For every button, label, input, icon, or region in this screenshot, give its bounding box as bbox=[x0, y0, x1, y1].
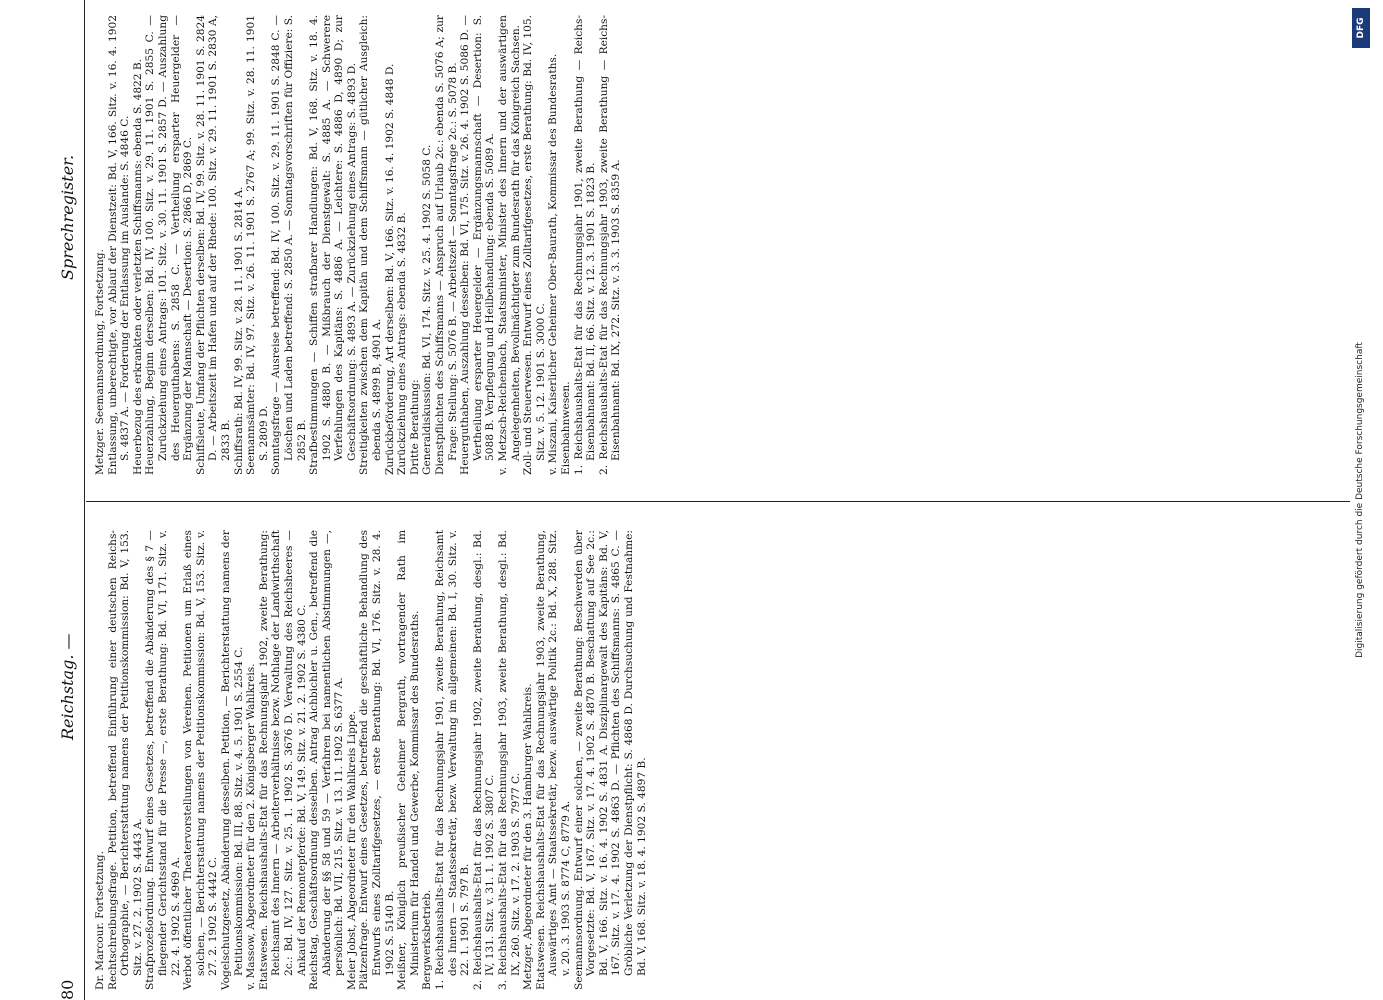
register-entry: v. Miszani, Kaiserlicher Geheimer Ober-Baurath, Kommissar des Bundesraths. bbox=[547, 53, 560, 475]
register-entry: Entlassung, unberechtigte, vor Ablauf der Dienstzeit: Bd. V, 166. Sitz. v. 16. 4. 1902 S. 4837 A. — Forderung der Entlassung im Auslande: S. 4846 C. bbox=[106, 15, 132, 475]
register-entry: Dr. Marcour. Fortsetzung. bbox=[94, 851, 106, 990]
register-entry: Heuerbezug des erkrankten oder verletzten Schiffsmanns: ebenda S. 4822 B. bbox=[131, 58, 144, 475]
register-entry: Generaldiskussion: Bd. VI, 174. Sitz. v. 25. 4. 1902 S. 5058 C. bbox=[421, 144, 434, 475]
register-entry: Schiffsleute, Umfang der Pflichten derselben: Bd. IV, 99. Sitz. v. 28. 11. 1901 S. 2824 D. — Arbeitszeit im Hafen und auf der Rhede: 100. Sitz. v. 29. 11. 1901 S. 2830 A, 2833 B. bbox=[194, 15, 232, 475]
register-entry: Reichstag, Geschäftsordnung desselben. Antrag Aichbichler u. Gen., betreffend die Abänderung der §§ 58 und 59 — Verfahren bei namentlichen Abstimmungen —, persönlich: Bd. VII, 215. Sitz. v. 13. 11. 1902 S. 6377 A. bbox=[308, 530, 346, 990]
register-entry: Strafprozeßordnung. Entwurf eines Gesetzes, betreffend die Abänderung des § 7 — fliegender Gerichtsstand für die Presse —, erste Berathung: Bd. VI, 171. Sitz. v. 22. 4. 1902 S. 4969 A. bbox=[144, 530, 182, 990]
register-entry: v. Metzsch-Reichenbach, Staatsminister, Minister des Innern und der auswärtigen Angelegenheiten, Bevollmächtigter zum Bundesrath für das Königreich Sachsen. bbox=[497, 15, 522, 475]
register-entry: Zurückziehung eines Antrags: ebenda S. 4832 B. bbox=[396, 212, 409, 475]
register-entry: Rechtschreibungsfrage. Petition, betreffend Einführung einer deutschen Reichs-Orthographie, — Berichterstattung namens der Petitionskommission: Bd. V, 153. Sitz. v. 27. 2. 1902 S. 4443 A. bbox=[106, 530, 144, 990]
register-entry: Meißner, Königlich preußischer Geheimer Bergrath, vortragender Rath im Ministerium für Handel und Gewerbe, Kommissar des Bundesraths. bbox=[396, 530, 421, 990]
register-entry: Verbot öffentlicher Theatervorstellungen von Vereinen. Petitionen um Erlaß eines solchen, — Berichterstattung namens der Petitionskommission: Bd. V, 153. Sitz. v. 27. 2. 1902 S. 4442 C. bbox=[182, 530, 220, 990]
register-entry: Heuerguthaben, Auszahlung desselben: Bd. VI, 175. Sitz. v. 26. 4. 1902 S. 5086 D. — Vertheilung ersparter Heuergelder — Ergänzungsmannschaft — Desertion: S. 5088 B. Verpflegung und Heilbehandlung: ebenda S. 5089 A. bbox=[459, 15, 497, 475]
register-entry: v. Massow, Abgeordneter für den 2. Königsberger Wahlkreis. bbox=[245, 663, 258, 990]
register-entry: Dritte Berathung: bbox=[408, 379, 421, 475]
page-number: 80 bbox=[58, 979, 77, 1000]
register-entry: Strafbestimmungen — Schiffen strafbarer Handlungen: Bd. V, 168. Sitz. v. 18. 4. 1902 S. 4880 B. — Mißbrauch der Dienstgewalt: S. 4885 A. — Schwerere Verfehlungen des Kapitäns: S. 4886 A. — Leichtere: S. 4886 D, 4890 D; zur Geschäftsordnung: S. 4893 A. — Zurückziehung eines Antrags: S. 4893 D. bbox=[308, 15, 358, 475]
register-entry: 1. Reichshaushalts-Etat für das Rechnungsjahr 1901, zweite Berathung, Reichsamt des Innern — Staatssekretär, bezw. Verwaltung im allgemeinen: Bd. I, 30. Sitz. v. 22. 1. 1901 S. 797 B. bbox=[434, 530, 472, 990]
register-entry: Dienstpflichten des Schiffsmanns — Anspruch auf Urlaub 2c.: ebenda S. 5076 A; zur Frage: Stellung: S. 5076 B. — Arbeitszeit — Sonntagsfrage 2c.: S. 5078 B. bbox=[434, 15, 459, 475]
register-entry: Metzger. Seemannsordnung, Fortsetzung. bbox=[94, 249, 106, 475]
register-entry: Etatswesen. Reichshaushalts-Etat für das Rechnungsjahr 1902, zweite Berathung: Reichsamt des Innern — Arbeiterverhältnisse bezw. Nothlage der Landwirthschaft 2c.: Bd. IV, 127. Sitz. v. 25. 1. 1902 S. 3676 D. Verwaltung des Reichsheeres — Ankauf der Remontepferde: Bd. V, 149. Sitz. v. 21. 2. 1902 S. 4380 C. bbox=[257, 530, 308, 990]
running-head-right: Sprechregister. bbox=[58, 154, 77, 280]
register-entry: 1. Reichshaushalts-Etat für das Rechnungsjahr 1901, zweite Berathung — Reichs-Eisenbahnamt: Bd. II, 66. Sitz. v. 12. 3. 1901 S. 1823 B. bbox=[572, 15, 598, 475]
dfg-badge-text: DFG bbox=[1356, 17, 1366, 39]
dfg-badge bbox=[1352, 8, 1370, 48]
register-entry: 3. Reichshaushalts-Etat für das Rechnungsjahr 1903, zweite Berathung, desgl.: Bd. IX, 260. Sitz. v. 17. 2. 1903 S. 7977 C. bbox=[497, 530, 522, 990]
left-column bbox=[94, 530, 648, 1000]
register-entry: Sonntagsfrage — Ausreise betreffend: Bd. IV, 100. Sitz. v. 29. 11. 1901 S. 2848 C. — Löschen und Laden betreffend: S. 2850 A. — Sonntagsvorschriften für Offiziere: S. 2852 B. bbox=[270, 15, 308, 475]
register-entry: Bergwerksbetrieb. bbox=[421, 889, 434, 990]
register-entry: Eisenbahnwesen. bbox=[559, 381, 572, 475]
running-head-left-text: Reichstag. bbox=[58, 654, 77, 740]
header-rule bbox=[84, 0, 85, 1000]
register-entry: Etatswesen. Reichshaushalts-Etat für das Rechnungsjahr 1903, zweite Berathung, Auswärtiges Amt — Staatssekretär, bezw. auswärtige Politik 2c.: Bd. X, 288. Sitz. v. 20. 3. 1903 S. 8774 C, 8779 A. bbox=[534, 530, 572, 990]
digitization-note-text: Digitalisierung gefördert durch die Deutsche Forschungsgemeinschaft bbox=[1355, 342, 1365, 658]
rotated-register-page bbox=[50, 0, 1350, 1000]
register-entry: Seemannsämter: Bd. IV, 97. Sitz. v. 26. 11. 1901 S. 2767 A; 99. Sitz. v. 28. 11. 1901 S. 2809 D. bbox=[245, 15, 270, 475]
running-head-separator: — bbox=[58, 633, 77, 650]
register-entry: Meier Jobst, Abgeordneter für den Wahlkreis Lippe. bbox=[345, 710, 358, 990]
register-entry: Vogelschutzgesetz, Abänderung desselben. Petition, — Berichterstattung namens der Petitionskommission: Bd. III, 88. Sitz. v. 4. 5. 1901 S. 2554 C. bbox=[219, 530, 245, 990]
register-entry: Seemannsordnung. Entwurf einer solchen, — zweite Berathung: Beschwerden über Vorgesetzte: Bd. V, 167. Sitz. v. 17. 4. 1902 S. 4870 B. Beschattung auf See 2c.: Bd. V, 166. Sitz. v. 16. 4. 1902 S. 4831 A. Disziplinargewalt des Kapitäns: Bd. V, 167. Sitz. v. 17. 4. 1902 S. 4863 D. — Pflichten des Schiffsmanns: S. 4865 C. — Gröbliche Verletzung der Dienstpflicht: S. 4868 D. Durchsuchung und Festnahme: Bd. V, 168. Sitz. v. 18. 4. 1902 S. 4897 B. bbox=[572, 530, 648, 990]
register-entry: Metzger, Abgeordneter für den 3. Hamburger Wahlkreis. bbox=[522, 683, 535, 990]
register-entry: 2. Reichshaushalts-Etat für das Rechnungsjahr 1902, zweite Berathung, desgl.: Bd. IV, 131. Sitz. v. 31. 1. 1902 S. 3807 C. bbox=[471, 530, 497, 990]
register-entry: Schiffsrath: Bd. IV, 99. Sitz. v. 28. 11. 1901 S. 2814 A. bbox=[232, 186, 245, 475]
register-entry: Streitigkeiten zwischen dem Kapitän und dem Schiffsmann — gütlicher Ausgleich: ebenda S. 4899 B, 4901 A. bbox=[358, 15, 384, 475]
right-column bbox=[94, 15, 623, 485]
running-head-left bbox=[58, 634, 77, 741]
register-entry: Plätzenfrage. Entwurf eines Gesetzes, betreffend die geschäftliche Behandlung des Entwurfs eines Zolltarifgesetzes, — erste Berathung: Bd. VI, 176. Sitz. v. 28. 4. 1902 S. 5140 B. bbox=[358, 530, 396, 990]
digitization-note bbox=[1352, 120, 1368, 880]
register-entry: 2. Reichshaushalts-Etat für das Rechnungsjahr 1903, zweite Berathung — Reichs-Eisenbahnamt: Bd. IX, 272. Sitz. v. 3. 3. 1903 S. 8359 A. bbox=[597, 15, 623, 475]
register-entry: Zurückbeförderung, Art derselben: Bd. V, 166. Sitz. v. 16. 4. 1902 S. 4848 D. bbox=[383, 63, 396, 475]
register-entry: Zoll- und Steuerwesen. Entwurf eines Zolltarifgesetzes, erste Berathung: Bd. IV, 105. Sitz. v. 5. 12. 1901 S. 3000 C. bbox=[522, 15, 547, 475]
register-entry: Heuerzahlung, Beginn derselben: Bd. IV, 100. Sitz. v. 29. 11. 1901 S. 2855 C. — Zurückziehung eines Antrags: 101. Sitz. v. 30. 11. 1901 S. 2857 D. — Auszahlung des Heuerguthabens: S. 2858 C. — Vertheilung ersparter Heuergelder — Ergänzung der Mannschaft — Desertion: S. 2866 D, 2869 C. bbox=[144, 15, 195, 475]
column-divider bbox=[86, 501, 1350, 502]
